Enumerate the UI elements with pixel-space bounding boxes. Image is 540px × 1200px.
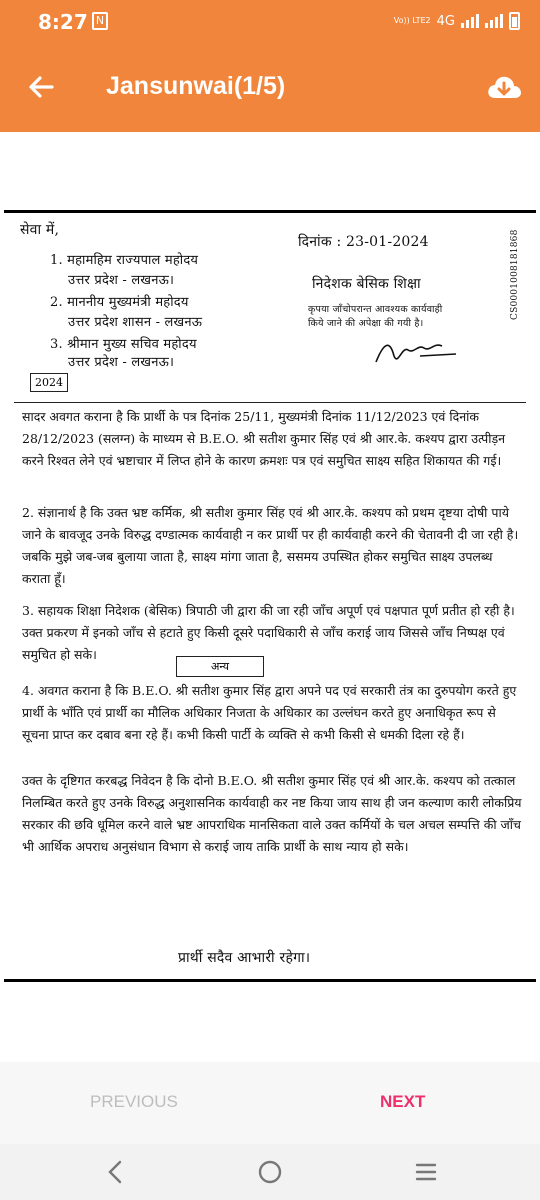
- paragraph-intro: सादर अवगत कराना है कि प्रार्थी के पत्र दिनांक 25/11, मुख्यमंत्री दिनांक 11/12/2023 एवं दिनांक 28/12/2023 (सलग्न) के माध्यम से B.E.O. श्री सतीश कुमार सिंह एवं श्री आर.के. कश्यप द्वारा उत्पीड़न करने रिश्वत लेने एवं भ्रष्टाचार में लिप्त होने के कारण क्रमशः पत्र एवं समुचित साक्ष्य सहित शिकायत की गई।: [22, 409, 506, 468]
- status-icons: [394, 12, 520, 30]
- nav-home-icon[interactable]: [254, 1156, 286, 1188]
- recipient-3: 3. श्रीमान मुख्य सचिव महोदय: [50, 337, 197, 352]
- letter-date: दिनांक : 23-01-2024: [298, 234, 429, 250]
- signal-icon-2: [485, 14, 503, 28]
- paragraph-5: उक्त के दृष्टिगत करबद्ध निवेदन है कि दोनो B.E.O. श्री सतीश कुमार सिंह एवं श्री आर.के. कश्यप को तत्काल निलम्बित करते हुए उनके विरुद्ध अनुशासनिक कार्यवाही कर नष्ट किया जाय साथ ही जन कल्याण कारी लोकप्रिय सरकार की छवि धूमिल करने वाले भ्रष्ट आपराधिक मानसिकता वाले उक्त कर्मियों के चल अचल सम्पत्ति की जाँच भी आर्थिक अपराध अनुसंधान विभाग से कराई जाय ताकि प्रार्थी के साथ न्याय हो सके।: [22, 773, 522, 854]
- salutation: सेवा में,: [20, 222, 60, 238]
- closing-line: प्रार्थी सदैव आभारी रहेगा।: [178, 950, 311, 966]
- app-bar: [0, 44, 540, 132]
- page-title: Jansunwai(1/5): [106, 72, 286, 100]
- recipient-2: 2. माननीय मुख्यमंत्री महोदय: [50, 295, 189, 310]
- paragraph-4: 4. अवगत कराना है कि B.E.O. श्री सतीश कुमार सिंह द्वारा अपने पद एवं सरकारी तंत्र का दुरुपयोग करते हुए प्रार्थी के भाँति एवं प्रार्थी का मौलिक अधिकार निजता के अधिकार का उल्लंघन करते हुए अनाधिकृत रूप से सूचना प्राप्त कर दबाव बना रहे हैं। कभी किसी पार्टी के व्यक्ति से कभी किसी से धमकी दिला रहे हैं।: [22, 683, 517, 742]
- stamp-serial: CS0001008181868: [510, 229, 520, 320]
- divider: [14, 402, 526, 403]
- lte-label: Vo)) LTE2: [393, 16, 431, 25]
- stamp-year: 2024: [30, 373, 68, 392]
- status-bar: [0, 0, 540, 44]
- signature: [372, 336, 462, 368]
- battery-icon: [509, 12, 520, 30]
- pagination-bar: [0, 1062, 540, 1144]
- stamp-note-2: किये जाने की अपेक्षा की गयी है।: [308, 318, 424, 329]
- notification-icon: N: [92, 12, 108, 30]
- stamp-note-1: कृपया जाँचोपरान्त आवश्यक कार्यवाही: [308, 304, 443, 315]
- network-label: 4G: [436, 13, 455, 29]
- stamp-box: अन्य: [176, 656, 264, 677]
- document-viewer[interactable]: [0, 132, 540, 1062]
- recipient-2-place: उत्तर प्रदेश शासन - लखनऊ: [68, 315, 203, 330]
- previous-button[interactable]: PREVIOUS: [90, 1092, 178, 1111]
- recipient-3-place: उत्तर प्रदेश - लखनऊ।: [68, 355, 175, 370]
- signal-icon: [461, 14, 479, 28]
- paragraph-2: 2. संज्ञानार्थ है कि उक्त भ्रष्ट कर्मिक, श्री सतीश कुमार सिंह एवं श्री आर.के. कश्यप को प्रथम दृष्टया दोषी पाये जाने के बावजूद उनके विरुद्ध दण्डात्मक कार्यवाही न कर प्रार्थी पर ही कार्यवाही करने की चेतावनी दी जा रही है। जबकि मुझे जब-जब बुलाया जाता है, साक्ष्य मांगा जाता है, ससमय उपस्थित होकर समुचित साक्ष्य उपलब्ध कराता हूँ।: [22, 505, 519, 586]
- recipient-1-place: उत्तर प्रदेश - लखनऊ।: [68, 273, 175, 288]
- recipient-1: 1. महामहिम राज्यपाल महोदय: [50, 253, 199, 268]
- next-button[interactable]: NEXT: [380, 1092, 426, 1111]
- paragraph-3: 3. सहायक शिक्षा निदेशक (बेसिक) त्रिपाठी जी द्वारा की जा रही जाँच अपूर्ण एवं पक्षपात पूर्ण प्रतीत हो रही है। उक्त प्रकरण में इनको जाँच से हटाते हुए किसी दूसरे पदाधिकारी से जाँच कराई जाय जिससे जाँच निष्पक्ष एवं समुचित हो सके।: [22, 603, 515, 662]
- stamp-director: निदेशक बेसिक शिक्षा: [312, 276, 421, 292]
- arrow-left-icon[interactable]: [26, 72, 56, 102]
- status-time: 8:27: [38, 10, 88, 34]
- nav-recents-icon[interactable]: [410, 1156, 442, 1188]
- cloud-download-icon[interactable]: [486, 72, 522, 104]
- scanned-letter: [0, 210, 540, 982]
- nav-back-icon[interactable]: [100, 1156, 132, 1188]
- system-nav-bar: [0, 1144, 540, 1200]
